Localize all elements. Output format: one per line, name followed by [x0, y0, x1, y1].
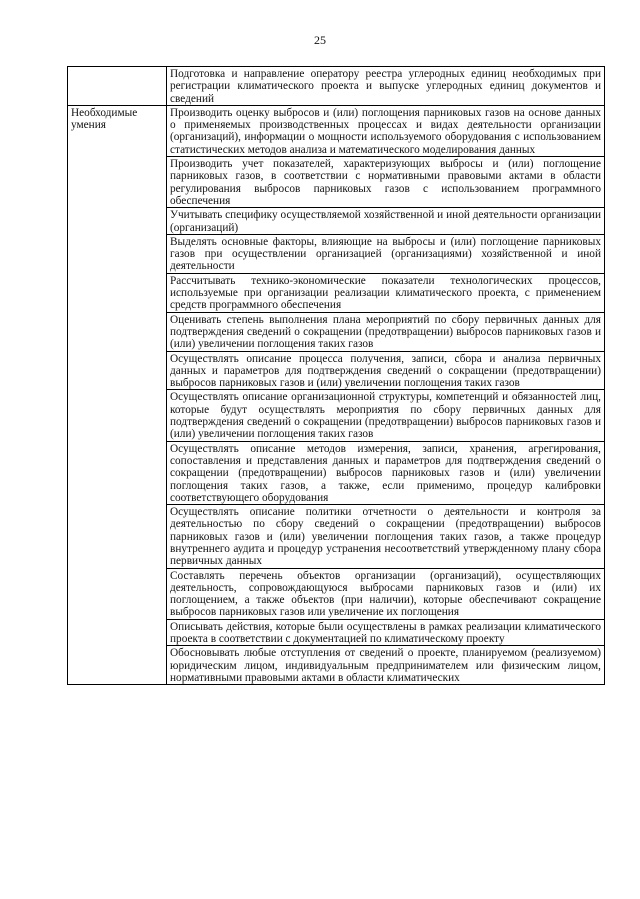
page-number: 25 — [314, 33, 326, 47]
table-row — [68, 105, 605, 156]
table-row — [68, 67, 605, 106]
skill-cell: Осуществлять описание процесса получения, записи, сбора и анализа первичных данных и параметров для подтверждения сведений о сокращении (предотвращении) выбросов парниковых газов и (или) увеличении поглощения таких газов — [167, 351, 605, 390]
skill-cell: Осуществлять описание организационной структуры, компетенций и обязанностей лиц, которые будут осуществлять мероприятия по сбору первичных данных для подтверждения сведений о сокращении (предотвращении) выбросов парниковых газов и (или) увеличении поглощения таких газов — [167, 390, 605, 441]
skill-cell: Составлять перечень объектов организации (организаций), осуществляющих деятельность, сопровождающуюся выбросами парниковых газов и (или) их поглощением, а также объектов (при наличии), которые обеспечивают сокращение выбросов парниковых газов или увеличение их поглощения — [167, 568, 605, 619]
skill-cell: Выделять основные факторы, влияющие на выбросы и (или) поглощение парниковых газов при осуществлении организацией (организациями) хозяйственной и иной деятельности — [167, 234, 605, 273]
skill-cell: Осуществлять описание политики отчетности о деятельности и контроля за деятельностью по сбору сведений о сокращении (предотвращении) выбросов парниковых газов и (или) увеличении поглощения таких газов, а также процедур внутреннего аудита и процедур устранения несоответствий утвержденному плану сбора первичных данных — [167, 505, 605, 568]
skill-cell: Рассчитывать технико-экономические показатели технологических процессов, используемые при организации реализации климатического проекта, с применением средств программного обеспечения — [167, 273, 605, 312]
skill-cell: Производить оценку выбросов и (или) поглощения парниковых газов на основе данных о применяемых производственных процессах и видах деятельности организации (организаций), информации о мощности используемого оборудования с использованием статистических методов анализа и математического моделирования данных — [167, 105, 605, 156]
skill-cell: Обосновывать любые отступления от сведений о проекте, планируемом (реализуемом) юридическим лицом, индивидуальным предпринимателем или физическим лицом, нормативными правовыми актами в области климатических — [167, 646, 605, 685]
skill-cell: Оценивать степень выполнения плана мероприятий по сбору первичных данных для подтверждения сведений о сокращении (предотвращении) выбросов парниковых газов и (или) увеличении поглощения таких газов — [167, 312, 605, 351]
skill-cell: Производить учет показателей, характеризующих выбросы и (или) поглощение парниковых газов, в соответствии с нормативными правовыми актами в области регулирования выбросов парниковых газов с использованием программного обеспечения — [167, 157, 605, 208]
empty-label-cell — [68, 67, 167, 106]
section-label: Необходимые умения — [68, 105, 167, 684]
skills-table — [67, 66, 605, 685]
skill-cell: Учитывать специфику осуществляемой хозяйственной и иной деятельности организации (организаций) — [167, 208, 605, 235]
skill-cell: Осуществлять описание методов измерения, записи, хранения, агрегирования, сопоставления и представления данных и параметров для подтверждения сведений о сокращении (предотвращении) выбросов парниковых газов и (или) увеличении поглощения таких газов, а также, если применимо, процедур калибровки соответствующего оборудования — [167, 441, 605, 504]
table-cell: Подготовка и направление оператору реестра углеродных единиц необходимых при регистрации климатического проекта и выпуске углеродных единиц документов и сведений — [167, 67, 605, 106]
skill-cell: Описывать действия, которые были осуществлены в рамках реализации климатического проекта в соответствии с документацией по климатическому проекту — [167, 619, 605, 646]
